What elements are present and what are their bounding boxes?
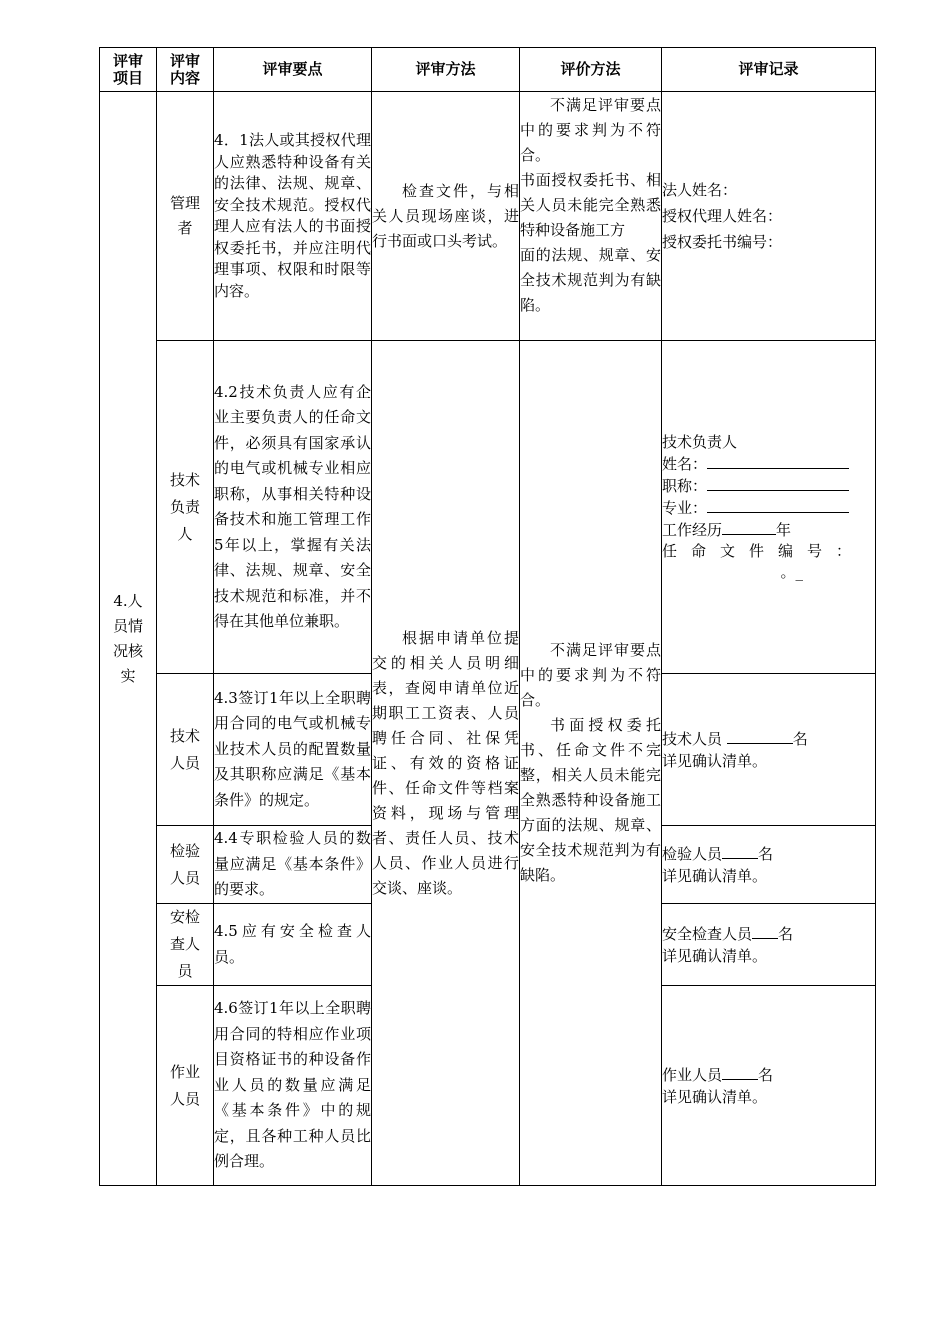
shared-method: 根据申请单位提交的相关人员明细表，查阅申请单位近期职工工资表、人员聘任合同、社保凭证、有效的资格证件、任命文件等档案资料，现场与管理者、责任人员、技术人员、作业人员进行交谈、座谈。 bbox=[372, 341, 520, 1186]
blank-inspector-count bbox=[722, 843, 758, 859]
record-tech-head: 技术负责人 姓名： 职称： 专业： 工作经历 年 任命文件编号： 。_ bbox=[662, 341, 876, 674]
point-tech-head: 4.2技术负责人应有企业主要负责人的任命文件，必须具有国家承认的电气或机械专业相应职称，从事相关特种设备技术和施工管理工作5年以上，掌握有关法律、法规、规章、安全技术规范和标准，并不得在其他单位兼职。 bbox=[214, 341, 372, 674]
row-tech-head bbox=[100, 341, 876, 674]
eval-manager: 不满足评审要点中的要求判为不符合。 书面授权委托书、相关人员未能完全熟悉特种设备施工方 面的法规、规章、安全技术规范判为有缺陷。 bbox=[520, 92, 662, 341]
record-manager: 法人姓名： 授权代理人姓名： 授权委托书编号： bbox=[662, 92, 876, 341]
point-safety: 4.5应有安全检查人员。 bbox=[214, 904, 372, 986]
point-operator: 4.6签订1年以上全职聘用合同的特相应作业项目资格证书的种设备作业人员的数量应满足《基本条件》中的规定，且各种工种人员比例合理。 bbox=[214, 986, 372, 1186]
header-content: 评审内容 bbox=[157, 48, 214, 92]
blank-title bbox=[707, 475, 849, 491]
header-evaluation: 评价方法 bbox=[520, 48, 662, 92]
review-table bbox=[99, 47, 876, 1186]
blank-exp bbox=[722, 519, 776, 535]
header-record: 评审记录 bbox=[662, 48, 876, 92]
header-method: 评审方法 bbox=[372, 48, 520, 92]
content-tech-head: 技术负责人 bbox=[157, 341, 214, 674]
blank-safety-count bbox=[752, 923, 778, 939]
blank-major bbox=[707, 497, 849, 513]
blank-name bbox=[707, 453, 849, 469]
blank-operator-count bbox=[722, 1064, 758, 1080]
header-item: 评审项目 bbox=[100, 48, 157, 92]
point-manager: 4．1法人或其授权代理人应熟悉特种设备有关的法律、法规、规章、安全技术规范。授权代理人应有法人的书面授权委托书，并应注明代理事项、权限和时限等内容。 bbox=[214, 92, 372, 341]
content-operator: 作业人员 bbox=[157, 986, 214, 1186]
content-safety: 安检查人员 bbox=[157, 904, 214, 986]
content-tech-staff: 技术人员 bbox=[157, 674, 214, 826]
record-inspector: 检验人员 名 详见确认清单。 bbox=[662, 826, 876, 904]
record-tech-staff: 技术人员 名 详见确认清单。 bbox=[662, 674, 876, 826]
header-points: 评审要点 bbox=[214, 48, 372, 92]
record-operator: 作业人员 名 详见确认清单。 bbox=[662, 986, 876, 1186]
blank-tech-count bbox=[727, 728, 793, 744]
point-inspector: 4.4专职检验人员的数量应满足《基本条件》的要求。 bbox=[214, 826, 372, 904]
point-tech-staff: 4.3签订1年以上全职聘用合同的电气或机械专业技术人员的配置数量及其职称应满足《基本条件》的规定。 bbox=[214, 674, 372, 826]
record-safety: 安全检查人员 名 详见确认清单。 bbox=[662, 904, 876, 986]
item-cell: 4.人员情况核实 bbox=[100, 92, 157, 1186]
header-row bbox=[100, 48, 876, 92]
content-inspector: 检验人员 bbox=[157, 826, 214, 904]
shared-eval: 不满足评审要点中的要求判为不符合。 书面授权委托书、任命文件不完整，相关人员未能完全熟悉特种设备施工方面的法规、规章、安全技术规范判为有缺陷。 bbox=[520, 341, 662, 1186]
row-manager bbox=[100, 92, 876, 341]
method-manager: 检查文件，与相关人员现场座谈，进行书面或口头考试。 bbox=[372, 92, 520, 341]
content-manager: 管理者 bbox=[157, 92, 214, 341]
